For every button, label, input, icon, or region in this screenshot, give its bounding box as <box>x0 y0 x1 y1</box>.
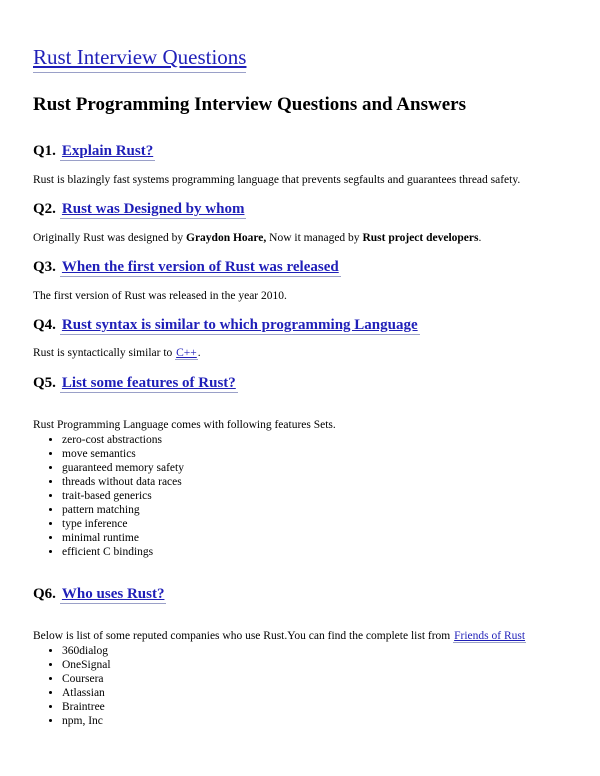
answer-1: Rust is blazingly fast systems programming language that prevents segfaults and guarantees thread safety. <box>33 174 521 186</box>
list-item: • guaranteed memory safety <box>62 461 184 475</box>
question-number: Q1. <box>33 143 56 159</box>
list-item: • minimal runtime <box>62 531 184 545</box>
question-number: Q5. <box>33 375 56 391</box>
list-item: • Braintree <box>62 700 111 714</box>
list-item: • Coursera <box>62 672 111 686</box>
companies-list <box>33 644 111 728</box>
question-2 <box>33 201 246 218</box>
question-1 <box>33 143 155 160</box>
answer-4: Rust is syntactically similar to C++. <box>33 347 201 359</box>
answer-2: Originally Rust was designed by Graydon Hoare, Now it managed by Rust project developers. <box>33 232 482 244</box>
page-subtitle: Rust Programming Interview Questions and Answers <box>33 94 466 115</box>
list-item: • move semantics <box>62 447 184 461</box>
maintainer-name: Rust project developers <box>362 232 479 244</box>
question-3-link[interactable]: When the first version of Rust was released <box>61 259 339 275</box>
list-item: • type inference <box>62 517 184 531</box>
features-intro: Rust Programming Language comes with following features Sets. <box>33 419 336 431</box>
answer-3: The first version of Rust was released in the year 2010. <box>33 290 287 302</box>
list-item: • Atlassian <box>62 686 111 700</box>
question-number: Q2. <box>33 201 56 217</box>
list-item: • npm, Inc <box>62 714 111 728</box>
question-number: Q6. <box>33 586 56 602</box>
question-5-link[interactable]: List some features of Rust? <box>61 375 236 391</box>
designer-name: Graydon Hoare, <box>186 232 267 244</box>
list-item: • pattern matching <box>62 503 184 517</box>
question-6-link[interactable]: Who uses Rust? <box>61 586 165 602</box>
list-item: • OneSignal <box>62 658 111 672</box>
question-1-link[interactable]: Explain Rust? <box>61 143 154 159</box>
list-item: • efficient C bindings <box>62 545 184 559</box>
list-item: • threads without data races <box>62 475 184 489</box>
question-4 <box>33 317 420 334</box>
list-item: • zero-cost abstractions <box>62 433 184 447</box>
list-item: • 360dialog <box>62 644 111 658</box>
question-3 <box>33 259 341 276</box>
features-list <box>33 433 184 559</box>
question-number: Q4. <box>33 317 56 333</box>
question-4-link[interactable]: Rust syntax is similar to which programming Language <box>61 317 418 333</box>
page-title-link[interactable]: Rust Interview Questions <box>33 45 246 73</box>
friends-of-rust-link[interactable]: Friends of Rust <box>454 630 526 642</box>
question-5 <box>33 375 238 392</box>
question-number: Q3. <box>33 259 56 275</box>
list-item: • trait-based generics <box>62 489 184 503</box>
question-6 <box>33 586 166 603</box>
cpp-link[interactable]: C++ <box>176 347 197 359</box>
companies-intro: Below is list of some reputed companies who use Rust.You can find the complete list from Friends of Rust <box>33 630 526 642</box>
question-2-link[interactable]: Rust was Designed by whom <box>61 201 245 217</box>
